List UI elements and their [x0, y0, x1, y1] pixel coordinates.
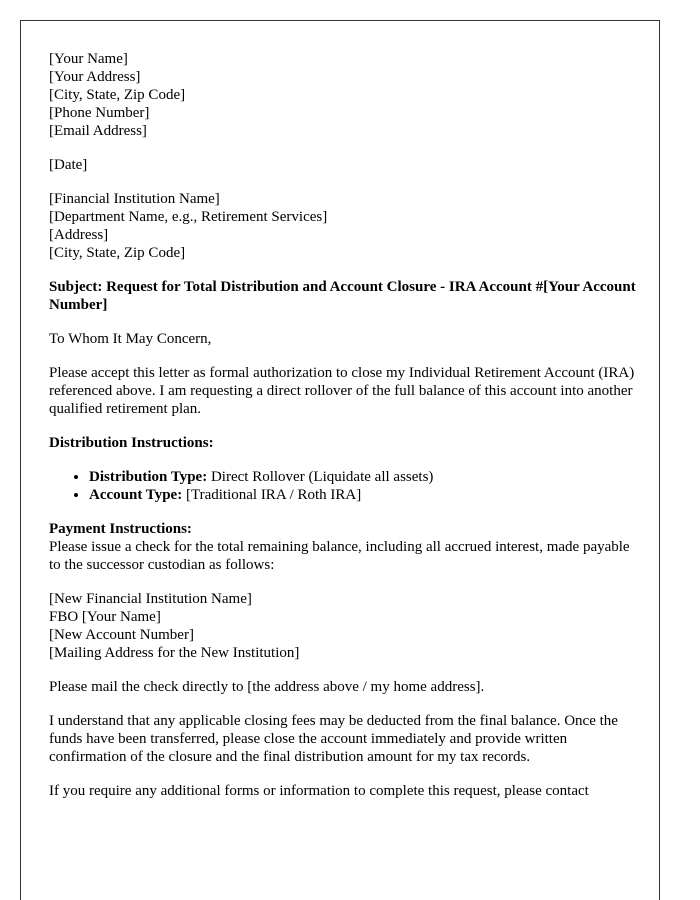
successor-mailing-address: [Mailing Address for the New Institution]	[49, 645, 300, 661]
mail-paragraph: Please mail the check directly to [the address above / my home address].	[49, 679, 485, 695]
recipient-department: [Department Name, e.g., Retirement Services]	[49, 209, 328, 225]
distribution-type-label: Distribution Type:	[89, 469, 208, 485]
recipient-address: [Address]	[49, 227, 109, 243]
list-item-distribution-type	[89, 468, 639, 486]
distribution-list	[49, 468, 639, 504]
letter-date: [Date]	[49, 157, 88, 173]
successor-account: [New Account Number]	[49, 627, 194, 643]
letter-content	[49, 50, 639, 816]
successor-block	[49, 590, 639, 662]
successor-institution: [New Financial Institution Name]	[49, 591, 252, 607]
contact-paragraph: If you require any additional forms or information to complete this request, please contact	[49, 783, 589, 799]
distribution-type-value: Direct Rollover (Liquidate all assets)	[207, 469, 434, 485]
account-type-value: [Traditional IRA / Roth IRA]	[182, 487, 362, 503]
intro-paragraph: Please accept this letter as formal authorization to close my Individual Retirement Account (IRA) referenced above. I am requesting a direct rollover of the full balance of this account into another qualified retirement plan.	[49, 365, 635, 417]
recipient-institution: [Financial Institution Name]	[49, 191, 220, 207]
sender-city-state-zip: [City, State, Zip Code]	[49, 87, 186, 103]
payment-block	[49, 520, 639, 574]
sender-email: [Email Address]	[49, 123, 147, 139]
sender-address: [Your Address]	[49, 69, 141, 85]
payment-heading: Payment Instructions:	[49, 521, 192, 537]
successor-fbo: FBO [Your Name]	[49, 609, 161, 625]
distribution-heading: Distribution Instructions:	[49, 435, 214, 451]
letter-page	[20, 20, 660, 900]
payment-text: Please issue a check for the total remaining balance, including all accrued interest, made payable to the successor custodian as follows:	[49, 539, 630, 573]
recipient-city-state-zip: [City, State, Zip Code]	[49, 245, 186, 261]
fees-paragraph: I understand that any applicable closing fees may be deducted from the final balance. Once the funds have been transferred, please close the account immediately and provide written confirmation of the closure and the final distribution amount for my tax records.	[49, 713, 618, 765]
account-type-label: Account Type:	[89, 487, 183, 503]
list-item-account-type	[89, 486, 639, 504]
sender-block	[49, 50, 639, 140]
date-block	[49, 156, 639, 174]
recipient-block	[49, 190, 639, 262]
sender-name: [Your Name]	[49, 51, 128, 67]
subject-line: Subject: Request for Total Distribution and Account Closure - IRA Account #[Your Account Number]	[49, 279, 636, 313]
salutation: To Whom It May Concern,	[49, 331, 212, 347]
sender-phone: [Phone Number]	[49, 105, 150, 121]
